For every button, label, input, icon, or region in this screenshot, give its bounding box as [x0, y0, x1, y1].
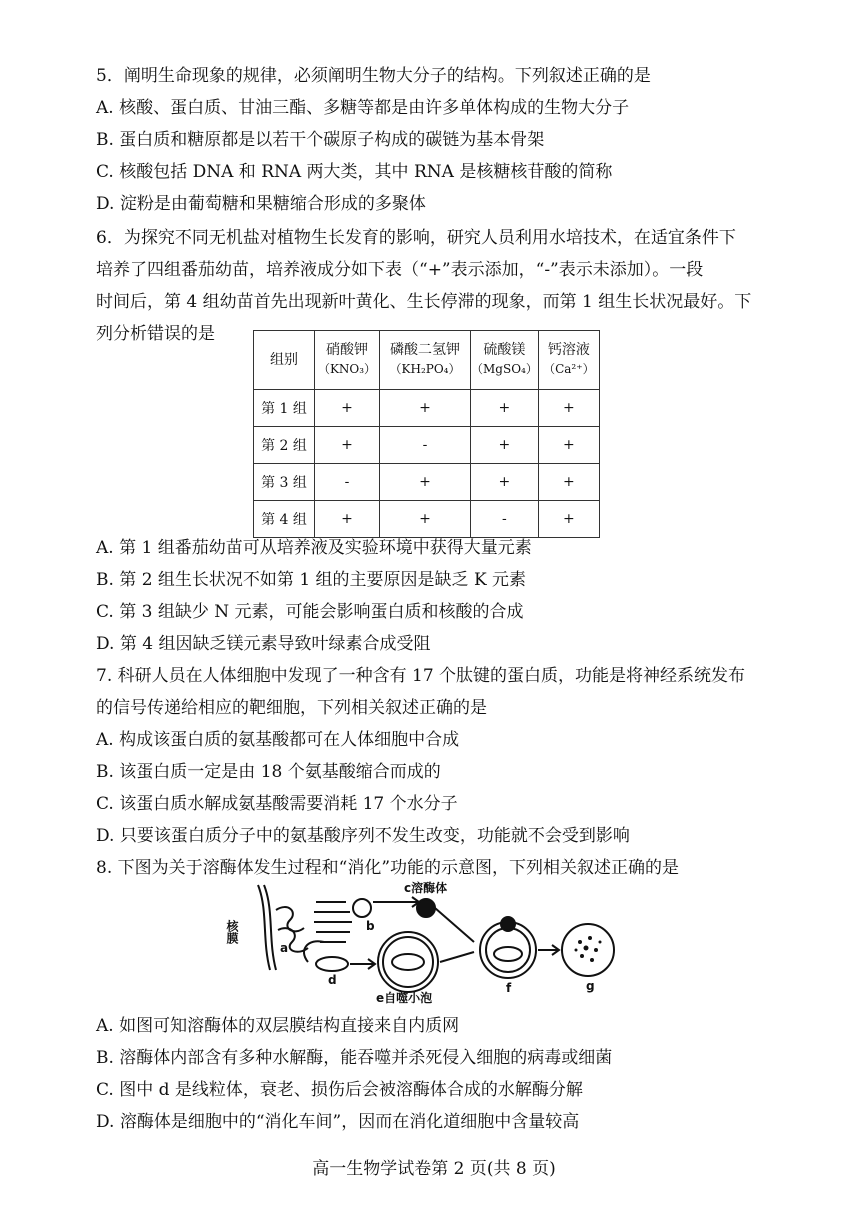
q6-option-b: B. 第 2 组生长状况不如第 1 组的主要原因是缺乏 K 元素 — [96, 570, 527, 590]
table-header-group: 组别 — [254, 331, 315, 390]
nutrient-table — [253, 330, 600, 538]
q5-option-b: B. 蛋白质和糖原都是以若干个碳原子构成的碳链为基本骨架 — [96, 130, 545, 150]
q8-option-c: C. 图中 d 是线粒体，衰老、损伤后会被溶酶体合成的水解酶分解 — [96, 1080, 583, 1100]
table-row — [254, 501, 600, 538]
table-cell: + — [538, 464, 599, 501]
q7-stem-line-2: 的信号传递给相应的靶细胞，下列相关叙述正确的是 — [96, 698, 487, 718]
table-cell: + — [471, 390, 539, 427]
label-f: f — [506, 981, 512, 995]
table-cell: - — [315, 464, 380, 501]
table-cell: + — [538, 501, 599, 538]
table-cell: + — [315, 390, 380, 427]
label-a: a — [280, 941, 289, 955]
table-cell: + — [380, 501, 471, 538]
q5-stem: 5．阐明生命现象的规律，必须阐明生物大分子的结构。下列叙述正确的是 — [96, 66, 651, 86]
q7-stem-line-1: 7. 科研人员在人体细胞中发现了一种含有 17 个肽键的蛋白质，功能是将神经系统发布 — [96, 666, 746, 686]
label-nucleus-membrane: 核膜 — [225, 920, 239, 944]
q8-stem: 8. 下图为关于溶酶体发生过程和“消化”功能的示意图，下列相关叙述正确的是 — [96, 858, 680, 878]
table-cell: + — [315, 427, 380, 464]
q6-stem-line-3: 时间后，第 4 组幼苗首先出现新叶黄化、生长停滞的现象，而第 1 组生长状况最好。下 — [96, 292, 752, 312]
q6-stem-line-1: 6．为探究不同无机盐对植物生长发育的影响，研究人员利用水培技术，在适宜条件下 — [96, 228, 736, 248]
table-cell: + — [471, 464, 539, 501]
table-cell: 第 4 组 — [254, 501, 315, 538]
table-cell: 第 3 组 — [254, 464, 315, 501]
table-header-kno3: 硝酸钾 （KNO₃） — [315, 331, 380, 390]
label-d: d — [328, 973, 337, 987]
label-b: b — [366, 919, 375, 933]
table-row — [254, 390, 600, 427]
q5-option-d: D. 淀粉是由葡萄糖和果糖缩合形成的多聚体 — [96, 194, 426, 214]
table-header-mgso4: 硫酸镁 （MgSO₄） — [471, 331, 539, 390]
table-cell: 第 1 组 — [254, 390, 315, 427]
table-cell: + — [380, 464, 471, 501]
q8-option-b: B. 溶酶体内部含有多种水解酶，能吞噬并杀死侵入细胞的病毒或细菌 — [96, 1048, 613, 1068]
residual-body-shape — [562, 924, 614, 976]
label-c: c溶酶体 — [404, 881, 448, 895]
table-row — [254, 464, 600, 501]
lysosome-diagram — [225, 880, 618, 1006]
label-e: e自噬小泡 — [376, 991, 433, 1005]
q8-option-d: D. 溶酶体是细胞中的“消化车间”，因而在消化道细胞中含量较高 — [96, 1112, 580, 1132]
lysosome-c-shape — [417, 899, 435, 917]
q5-option-a: A. 核酸、蛋白质、甘油三酯、多糖等都是由许多单体构成的生物大分子 — [96, 98, 630, 118]
table-cell: - — [380, 427, 471, 464]
label-g: g — [586, 979, 595, 993]
q6-option-c: C. 第 3 组缺少 N 元素，可能会影响蛋白质和核酸的合成 — [96, 602, 524, 622]
q6-option-d: D. 第 4 组因缺乏镁元素导致叶绿素合成受阻 — [96, 634, 431, 654]
table-header-kh2po4: 磷酸二氢钾 （KH₂PO₄） — [380, 331, 471, 390]
table-cell: + — [538, 390, 599, 427]
table-header-ca: 钙溶液 （Ca²⁺） — [538, 331, 599, 390]
q7-option-b: B. 该蛋白质一定是由 18 个氨基酸缩合而成的 — [96, 762, 441, 782]
q5-option-c: C. 核酸包括 DNA 和 RNA 两大类，其中 RNA 是核糖核苷酸的简称 — [96, 162, 613, 182]
page-footer: 高一生物学试卷第 2 页(共 8 页) — [312, 1159, 556, 1179]
table-cell: + — [471, 427, 539, 464]
q7-option-c: C. 该蛋白质水解成氨基酸需要消耗 17 个水分子 — [96, 794, 458, 814]
table-cell: + — [315, 501, 380, 538]
q6-option-a: A. 第 1 组番茄幼苗可从培养液及实验环境中获得大量元素 — [96, 538, 532, 558]
table-cell: - — [471, 501, 539, 538]
table-header-row — [254, 331, 600, 390]
q6-stem-line-2: 培养了四组番茄幼苗，培养液成分如下表（“+”表示添加，“-”表示未添加）。一段 — [96, 260, 704, 280]
vesicle-shape — [353, 899, 371, 917]
er-shape — [276, 907, 304, 931]
table-cell: + — [380, 390, 471, 427]
table-cell: + — [538, 427, 599, 464]
q7-option-a: A. 构成该蛋白质的氨基酸都可在人体细胞中合成 — [96, 730, 460, 750]
autophagosome-shape — [378, 932, 438, 992]
mitochondrion-d-shape — [316, 957, 348, 971]
table-row — [254, 427, 600, 464]
q8-option-a: A. 如图可知溶酶体的双层膜结构直接来自内质网 — [96, 1016, 460, 1036]
q6-stem-line-4: 列分析错误的是 — [96, 324, 215, 344]
table-cell: 第 2 组 — [254, 427, 315, 464]
q7-option-d: D. 只要该蛋白质分子中的氨基酸序列不发生改变，功能就不会受到影响 — [96, 826, 630, 846]
